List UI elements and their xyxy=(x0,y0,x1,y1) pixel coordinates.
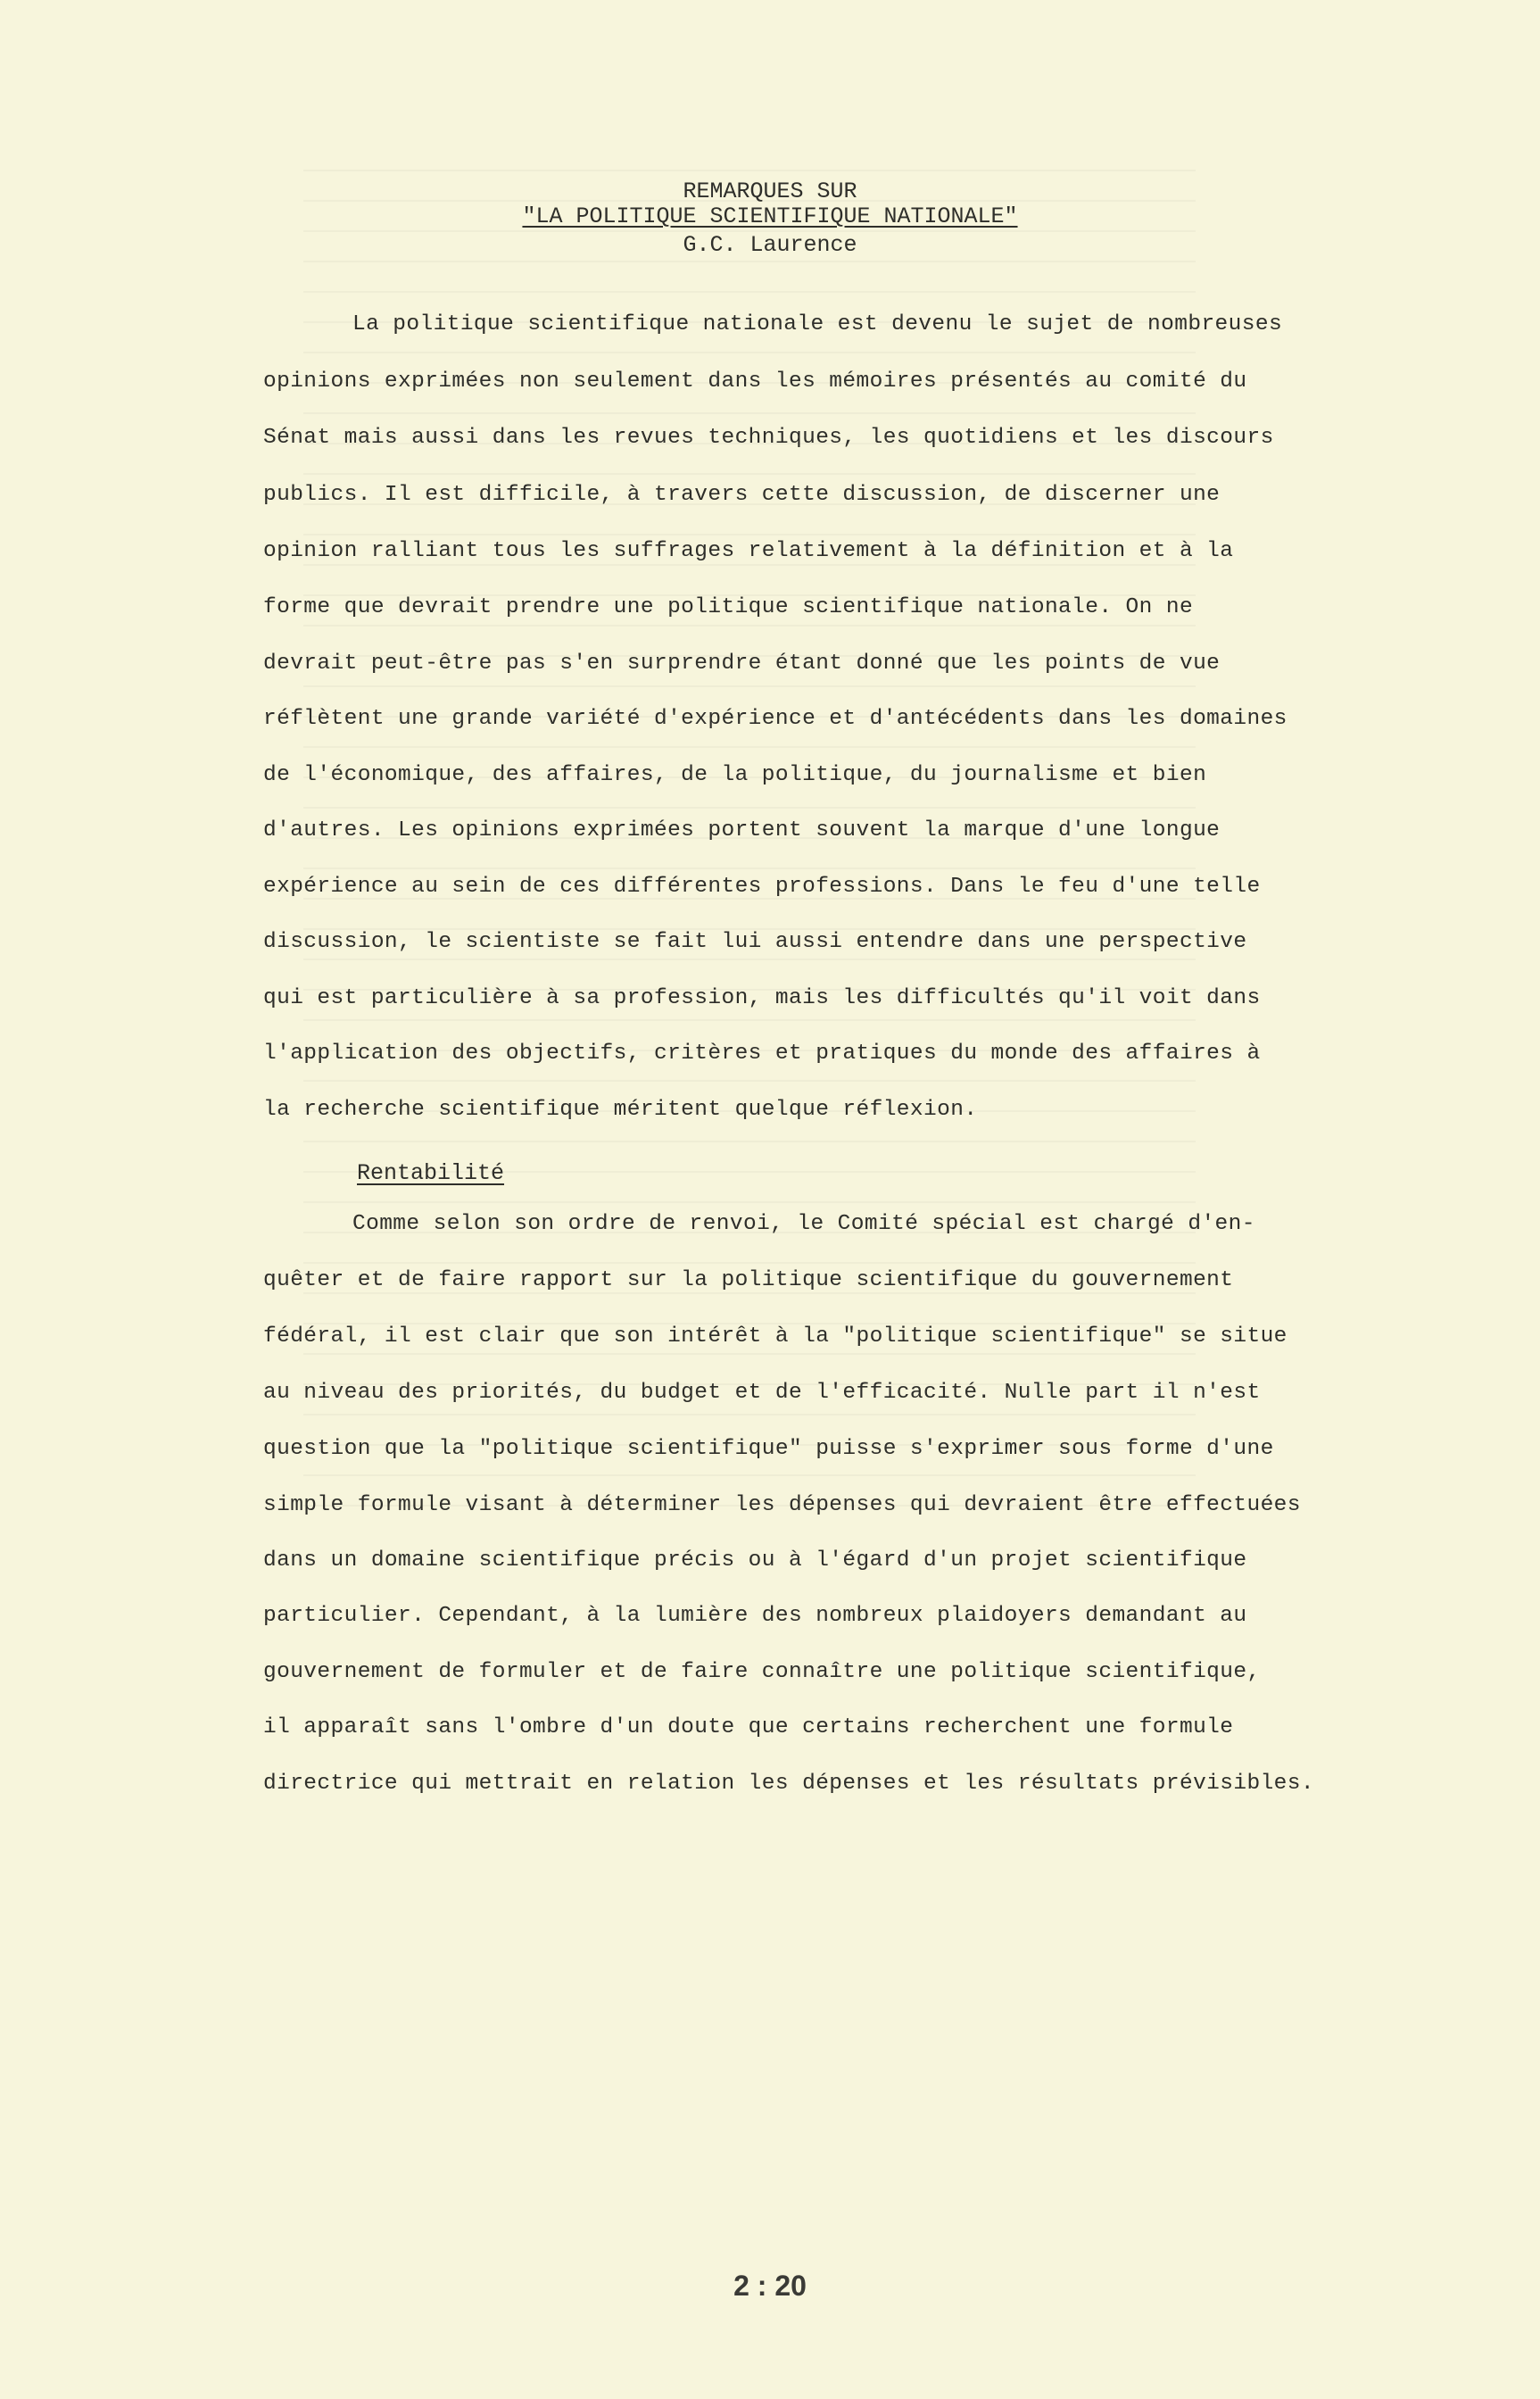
body-line: Comme selon son ordre de renvoi, le Comité spécial est chargé d'en- xyxy=(352,1212,1255,1236)
page-number: 2 : 20 xyxy=(733,2270,807,2302)
body-line: qui est particulière à sa profession, mais les difficultés qu'il voit dans xyxy=(263,986,1261,1010)
title-main: "LA POLITIQUE SCIENTIFIQUE NATIONALE" xyxy=(522,203,1018,229)
title-line-1: REMARQUES SUR xyxy=(683,178,857,204)
body-line: au niveau des priorités, du budget et de l'efficacité. Nulle part il n'est xyxy=(263,1381,1261,1405)
body-line: devrait peut-être pas s'en surprendre étant donné que les points de vue xyxy=(263,652,1221,676)
body-line: particulier. Cependant, à la lumière des nombreux plaidoyers demandant au xyxy=(263,1604,1247,1628)
body-line: la recherche scientifique méritent quelque réflexion. xyxy=(263,1098,978,1122)
body-line: simple formule visant à déterminer les dépenses qui devraient être effectuées xyxy=(263,1493,1301,1517)
body-line: gouvernement de formuler et de faire connaître une politique scientifique, xyxy=(263,1660,1261,1684)
body-line: expérience au sein de ces différentes professions. Dans le feu d'une telle xyxy=(263,875,1261,899)
body-line: il apparaît sans l'ombre d'un doute que certains recherchent une formule xyxy=(263,1715,1234,1739)
author: G.C. Laurence xyxy=(683,232,857,258)
title-line-2 xyxy=(0,203,1540,229)
body-line: opinion ralliant tous les suffrages relativement à la définition et à la xyxy=(263,539,1234,563)
section-heading: Rentabilité xyxy=(357,1160,505,1186)
body-line: directrice qui mettrait en relation les dépenses et les résultats prévisibles. xyxy=(263,1772,1314,1796)
body-line: discussion, le scientiste se fait lui aussi entendre dans une perspective xyxy=(263,930,1247,954)
body-line: La politique scientifique nationale est devenu le sujet de nombreuses xyxy=(352,312,1283,336)
body-line: Sénat mais aussi dans les revues techniques, les quotidiens et les discours xyxy=(263,426,1274,450)
body-line: l'application des objectifs, critères et pratiques du monde des affaires à xyxy=(263,1042,1261,1066)
body-line: réflètent une grande variété d'expérience et d'antécédents dans les domaines xyxy=(263,707,1287,731)
body-line: opinions exprimées non seulement dans les mémoires présentés au comité du xyxy=(263,369,1247,394)
body-line: dans un domaine scientifique précis ou à l'égard d'un projet scientifique xyxy=(263,1548,1247,1573)
body-line: forme que devrait prendre une politique scientifique nationale. On ne xyxy=(263,595,1194,619)
body-line: quêter et de faire rapport sur la politique scientifique du gouvernement xyxy=(263,1268,1234,1292)
body-line: question que la "politique scientifique" puisse s'exprimer sous forme d'une xyxy=(263,1437,1274,1461)
body-line: d'autres. Les opinions exprimées portent souvent la marque d'une longue xyxy=(263,818,1221,843)
body-line: fédéral, il est clair que son intérêt à la "politique scientifique" se situe xyxy=(263,1324,1287,1349)
body-line: de l'économique, des affaires, de la politique, du journalisme et bien xyxy=(263,763,1207,787)
body-line: publics. Il est difficile, à travers cette discussion, de discerner une xyxy=(263,483,1221,507)
